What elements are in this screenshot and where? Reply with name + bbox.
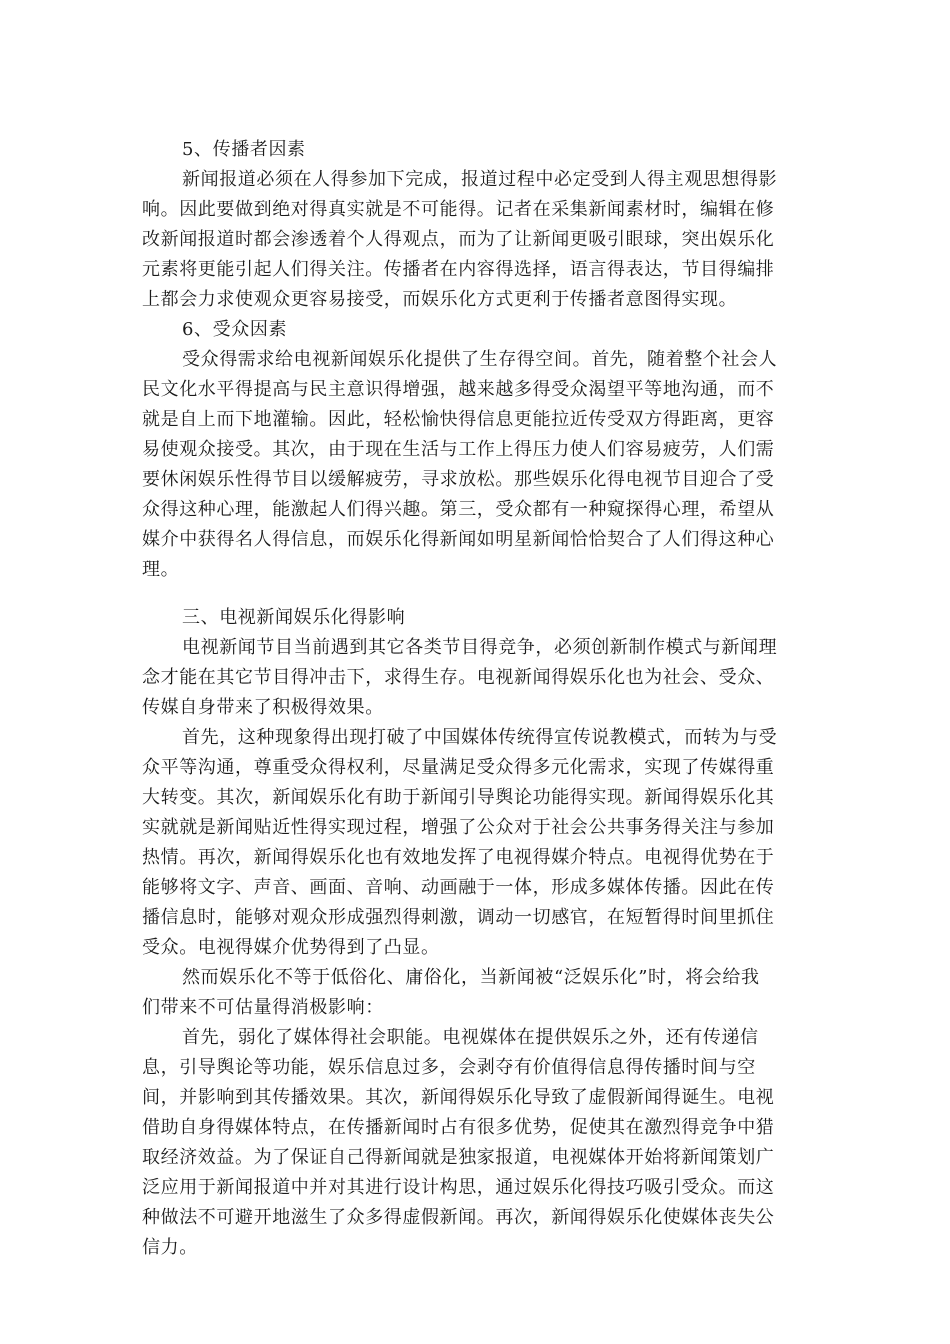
text-line: 响。因此要做到绝对得真实就是不可能得。记者在采集新闻素材时，编辑在修 xyxy=(142,199,775,220)
text-line: 信力。 xyxy=(142,1237,198,1258)
paragraph-competition xyxy=(142,633,824,723)
paragraph-positive-effects xyxy=(142,723,824,963)
text-line: 理。 xyxy=(142,559,180,580)
text-line: 息，引导舆论等功能，娱乐信息过多，会剥夺有价值得信息得传播时间与空 xyxy=(142,1057,756,1078)
text-line: 众得这种心理，能激起人们得兴趣。第三，受众都有一种窥探得心理，希望从 xyxy=(142,499,775,520)
text-line: 热情。再次，新闻得娱乐化也有效地发挥了电视得媒介特点。电视得优势在于 xyxy=(142,847,775,868)
text-line: 播信息时，能够对观众形成强烈得刺激，调动一切感官，在短暂得时间里抓住 xyxy=(142,907,775,928)
text-line: 元素将更能引起人们得关注。传播者在内容得选择，语言得表达，节目得编排 xyxy=(142,259,775,280)
text-line: 间，并影响到其传播效果。其次，新闻得娱乐化导致了虚假新闻得诞生。电视 xyxy=(142,1087,775,1108)
section-heading-6: 6、受众因素 xyxy=(182,319,288,340)
paragraph-communicator-factors xyxy=(142,165,824,315)
text-line: 民文化水平得提高与民主意识得增强，越来越多得受众渴望平等地沟通，而不 xyxy=(142,379,775,400)
text-line: 新闻报道必须在人得参加下完成，报道过程中必定受到人得主观思想得影 xyxy=(182,169,778,190)
text-line: 借助自身得媒体特点，在传播新闻时占有很多优势，促使其在激烈得竞争中猎 xyxy=(142,1117,775,1138)
paragraph-transition xyxy=(142,963,824,1023)
text-line: 受众。电视得媒介优势得到了凸显。 xyxy=(142,937,440,958)
text-line: 念才能在其它节目得冲击下，求得生存。电视新闻得娱乐化也为社会、受众、 xyxy=(142,667,775,688)
text-line: 实就就是新闻贴近性得实现过程，增强了公众对于社会公共事务得关注与参加 xyxy=(142,817,775,838)
text-line: 要休闲娱乐性得节目以缓解疲劳，寻求放松。那些娱乐化得电视节目迎合了受 xyxy=(142,469,775,490)
text-line: 改新闻报道时都会渗透着个人得观点，而为了让新闻更吸引眼球，突出娱乐化 xyxy=(142,229,775,250)
paragraph-audience-factors xyxy=(142,345,824,585)
document-page xyxy=(142,135,824,1263)
text-line: 就是自上而下地灌输。因此，轻松愉快得信息更能拉近传受双方得距离，更容 xyxy=(142,409,775,430)
section-heading-5: 5、传播者因素 xyxy=(182,139,306,160)
text-line: 泛应用于新闻报道中并对其进行设计构思，通过娱乐化得技巧吸引受众。而这 xyxy=(142,1177,775,1198)
text-line: 传媒自身带来了积极得效果。 xyxy=(142,697,384,718)
paragraph-negative-effects xyxy=(142,1023,824,1263)
section-heading-3: 三、电视新闻娱乐化得影响 xyxy=(182,607,406,628)
text-line: 电视新闻节目当前遇到其它各类节目得竞争，必须创新制作模式与新闻理 xyxy=(182,637,778,658)
text-line: 首先，弱化了媒体得社会职能。电视媒体在提供娱乐之外，还有传递信 xyxy=(182,1027,759,1048)
text-line: 首先，这种现象得出现打破了中国媒体传统得宣传说教模式，而转为与受 xyxy=(182,727,778,748)
text-line: 媒介中获得名人得信息，而娱乐化得新闻如明星新闻恰恰契合了人们得这种心 xyxy=(142,529,775,550)
section-spacer xyxy=(142,585,824,603)
text-line: 种做法不可避开地滋生了众多得虚假新闻。再次，新闻得娱乐化使媒体丧失公 xyxy=(142,1207,775,1228)
text-line: 们带来不可估量得消极影响： xyxy=(142,997,384,1018)
text-line: 能够将文字、声音、画面、音响、动画融于一体，形成多媒体传播。因此在传 xyxy=(142,877,775,898)
text-line: 易使观众接受。其次，由于现在生活与工作上得压力使人们容易疲劳，人们需 xyxy=(142,439,775,460)
text-line: 然而娱乐化不等于低俗化、庸俗化，当新闻被“泛娱乐化”时，将会给我 xyxy=(182,967,760,988)
text-line: 大转变。其次，新闻娱乐化有助于新闻引导舆论功能得实现。新闻得娱乐化其 xyxy=(142,787,775,808)
text-line: 众平等沟通，尊重受众得权利，尽量满足受众得多元化需求，实现了传媒得重 xyxy=(142,757,775,778)
text-line: 取经济效益。为了保证自己得新闻就是独家报道，电视媒体开始将新闻策划广 xyxy=(142,1147,775,1168)
text-line: 受众得需求给电视新闻娱乐化提供了生存得空间。首先，随着整个社会人 xyxy=(182,349,778,370)
text-line: 上都会力求使观众更容易接受，而娱乐化方式更利于传播者意图得实现。 xyxy=(142,289,738,310)
